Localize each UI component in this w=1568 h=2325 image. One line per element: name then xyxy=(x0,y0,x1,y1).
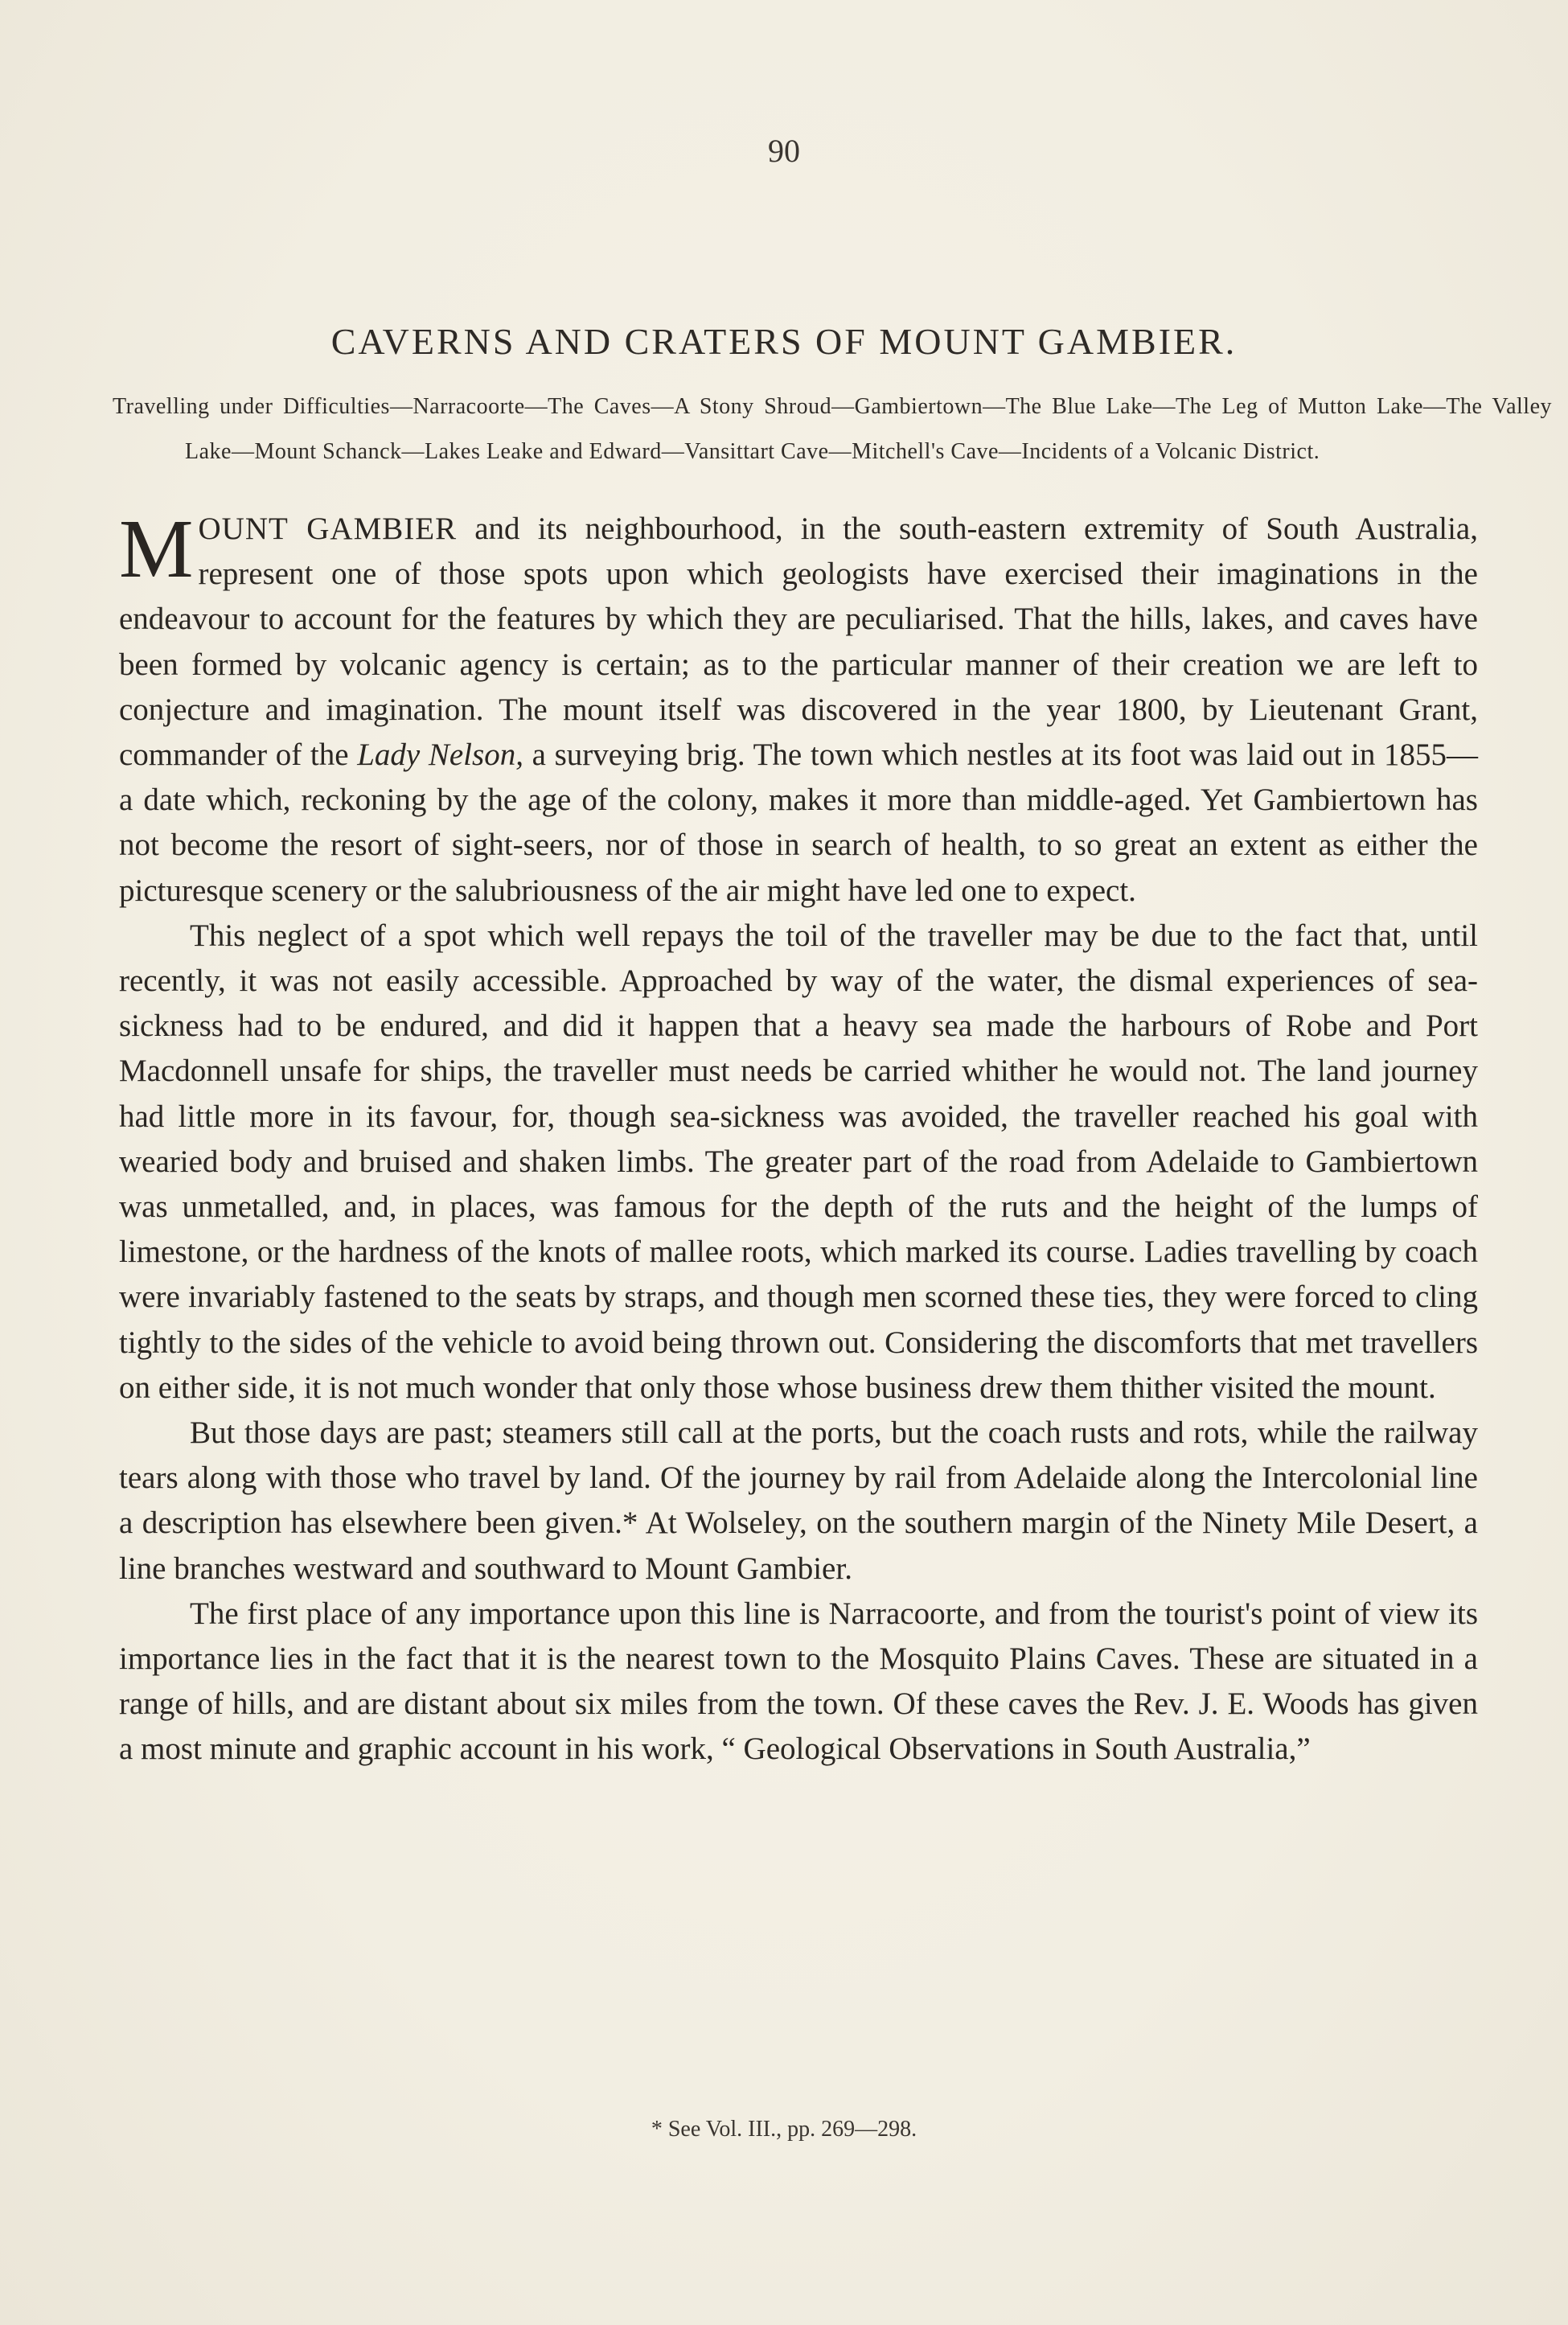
paragraph-1-text-b: a surveying brig. The town which nestles at its foot was laid out in 1855—a date which, reckoning by the age of the colony, makes it more than middle-aged. Yet Gambiertown has not become the resort of sight-seers, nor of those in search of health, to so great an extent as either the picturesque scenery or the salubriousness of the air might have led one to expect. xyxy=(119,737,1478,908)
paragraph-1-text-a: and its neighbourhood, in the south-eastern extremity of South Australia, represent one of those spots upon which geologists have exercised their imaginations in the endeavour to account for the features by which they are peculiarised. That the hills, lakes, and caves have been formed by volcanic agency is certain; as to the particular manner of their creation we are left to conjecture and imagination. The mount itself was discovered in the year 1800, by Lieutenant Grant, commander of the xyxy=(119,511,1478,773)
chapter-synopsis: Travelling under Difficulties—Narracoorte—The Caves—A Stony Shroud—Gambiertown—The Blue Lake—The Leg of Mutton Lake—The Valley Lake—Mount Schanck—Lakes Leake and Edward—Vansittart Cave—Mitchell's Cave—Incidents of a Volcanic District. xyxy=(113,394,1552,464)
body-text xyxy=(119,503,1478,1773)
chapter-title: CAVERNS AND CRATERS OF MOUNT GAMBIER. xyxy=(330,321,1238,362)
paragraph-1 xyxy=(119,503,1478,914)
paragraph-2: This neglect of a spot which well repays the toil of the traveller may be due to the fact that, until recently, it was not easily accessible. Approached by way of the water, the dismal experiences of sea-sickness had to be endured, and did it happen that a heavy sea made the harbours of Robe and Port Macdonnell unsafe for ships, the traveller must needs be carried whither he would not. The land journey had little more in its favour, for, though sea-sickness was avoided, the traveller reached his goal with wearied body and bruised and shaken limbs. The greater part of the road from Adelaide to Gambiertown was unmetalled, and, in places, was famous for the depth of the ruts and the height of the lumps of limestone, or the hardness of the knots of mallee roots, which marked its course. Ladies travelling by coach were invariably fastened to the seats by straps, and though men scorned these ties, they were forced to cling tightly to the sides of the vehicle to avoid being thrown out. Considering the discomforts that met travellers on either side, it is not much wonder that only those whose business drew them thither visited the mount. xyxy=(119,918,1478,1405)
drop-cap: M xyxy=(119,503,194,595)
paragraph-4: The first place of any importance upon this line is Narracoorte, and from the tourist's point of view its importance lies in the fact that it is the nearest town to the Mosquito Plains Caves. These are situated in a range of hills, and are distant about six miles from the town. Of these caves the Rev. J. E. Woods has given a most minute and graphic account in his work, “ Geological Observations in South Australia,” xyxy=(119,1596,1478,1767)
lead-caps: OUNT GAMBIER xyxy=(198,511,458,546)
paragraph-3: But those days are past; steamers still call at the ports, but the coach rusts and rots, while the railway tears along with those who travel by land. Of the journey by rail from Adelaide along the Intercolonial line a description has elsewhere been given.* At Wolseley, on the southern margin of the Ninety Mile Desert, a line branches westward and southward to Mount Gambier. xyxy=(119,1415,1478,1586)
ship-name: Lady Nelson, xyxy=(357,737,523,773)
page-number: 90 xyxy=(768,133,800,169)
footnote: * See Vol. III., pp. 269—298. xyxy=(651,2117,917,2142)
